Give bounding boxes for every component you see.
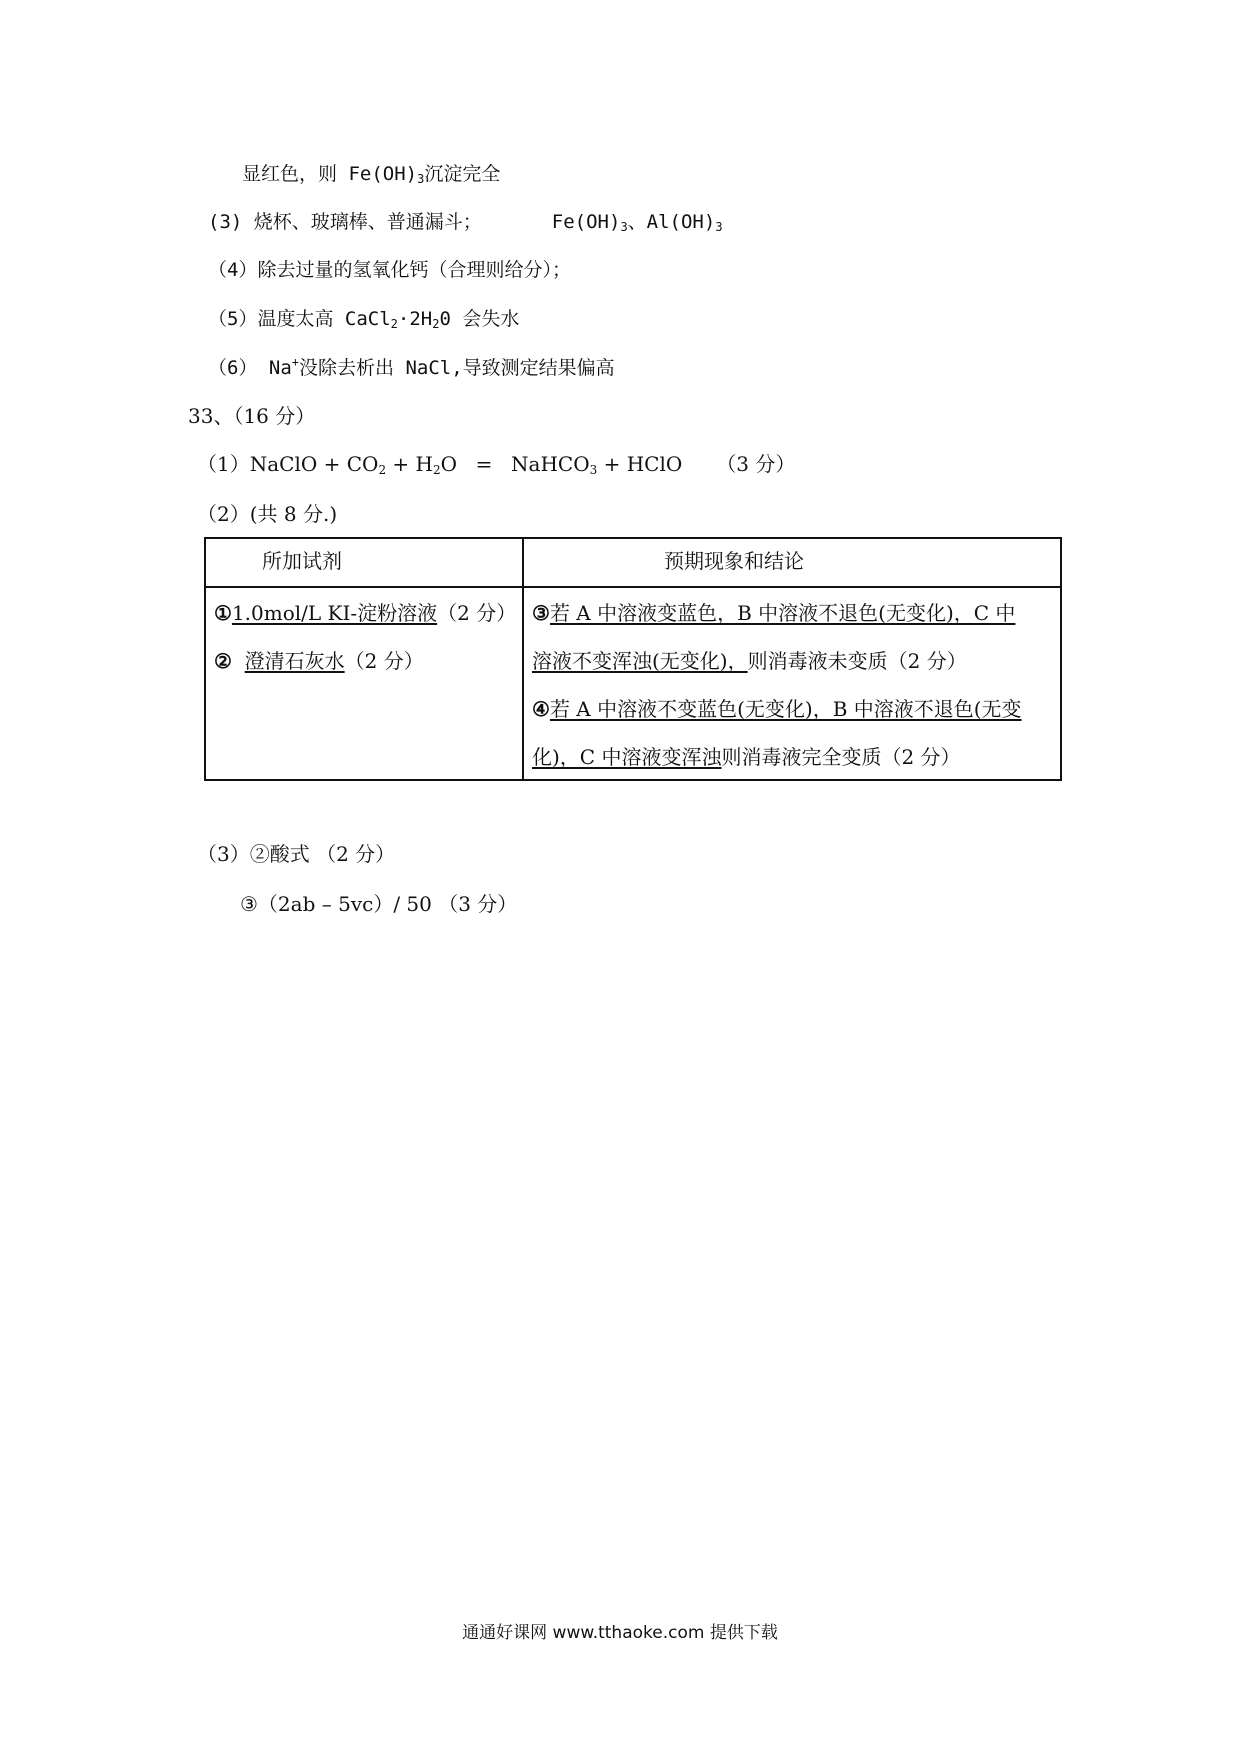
result-2-line-1 <box>532 695 1022 723</box>
header-divider <box>206 586 1060 588</box>
result-conclusion: 则消毒液完全变质（2 分） <box>721 745 961 769</box>
answer-line-4: （4）除去过量的氢氧化钙（合理则给分）； <box>208 259 571 281</box>
item-label: (3) <box>208 211 243 233</box>
item-label: （1） <box>197 452 250 476</box>
result-text: 溶液不变浑浊(无变化)， <box>532 649 748 673</box>
text: 沉淀完全 <box>424 163 501 185</box>
part-3-formula: ③（2ab – 5vc）/ 50 （3 分） <box>240 892 518 916</box>
text: 0 会失水 <box>439 308 520 330</box>
subscript: 2 <box>432 317 440 331</box>
question-33-heading: 33、（16 分） <box>188 404 316 428</box>
reagent-text: 澄清石灰水 <box>244 649 345 673</box>
subscript: 3 <box>417 172 425 186</box>
reactants: NaClO + $CO_2 + H_2O$ <box>249 452 458 477</box>
answer-line-3 <box>208 208 723 236</box>
part-3-answer: （3）②酸式 （2 分） <box>197 842 396 866</box>
circled-number: ④ <box>532 697 550 721</box>
circled-number: ② <box>214 649 232 673</box>
superscript: + <box>291 355 299 369</box>
products: NaHCO$_3$ + HClO <box>511 452 683 477</box>
part-2-heading: （2）(共 8 分.) <box>197 502 338 526</box>
chemical-equation <box>197 450 795 478</box>
circled-number: ③ <box>532 601 550 625</box>
formula: 、Al(OH) <box>627 211 716 233</box>
text: ·2H <box>397 308 433 330</box>
result-2-line-2 <box>532 743 961 771</box>
result-conclusion: 则消毒液未变质（2 分） <box>747 649 967 673</box>
result-1-line-1 <box>532 599 1015 627</box>
result-1-line-2 <box>532 647 967 675</box>
subscript: 2 <box>390 317 398 331</box>
reagent-text: 1.0mol/L KI-淀粉溶液 <box>231 601 438 625</box>
header-reagent: 所加试剂 <box>262 549 342 573</box>
footer-credit: 通通好课网 www.tthaoke.com 提供下载 <box>462 1623 778 1643</box>
text: （5）温度太高 CaCl <box>208 308 391 330</box>
answer-line-6 <box>208 354 615 382</box>
result-text: 化)，C 中溶液变浑浊 <box>532 745 722 769</box>
text: 烧杯、玻璃棒、普通漏斗； <box>253 211 482 233</box>
text: 显红色，则 Fe(OH) <box>242 163 418 185</box>
column-divider <box>522 539 524 779</box>
header-result: 预期现象和结论 <box>664 549 804 573</box>
points: （2 分） <box>344 649 424 673</box>
result-text: 若 A 中溶液不变蓝色(无变化)，B 中溶液不退色(无变 <box>549 697 1022 721</box>
reagent-row-2 <box>214 647 424 675</box>
answer-line-5 <box>208 305 519 333</box>
text: 没除去析出 NaCl,导致测定结果偏高 <box>299 357 615 379</box>
equals-sign: = <box>475 452 493 476</box>
points: （2 分） <box>437 601 517 625</box>
text: （6） Na <box>208 357 292 379</box>
subscript: 3 <box>715 220 723 234</box>
circled-number: ① <box>214 601 232 625</box>
result-text: 若 A 中溶液变蓝色，B 中溶液不退色(无变化)，C 中 <box>549 601 1016 625</box>
answer-table <box>204 537 1062 781</box>
reagent-row-1 <box>214 599 516 627</box>
points: （3 分） <box>716 452 796 476</box>
answer-line-precipitate <box>242 160 500 188</box>
subscript: 3 <box>620 220 628 234</box>
formula: Fe(OH) <box>551 211 621 233</box>
